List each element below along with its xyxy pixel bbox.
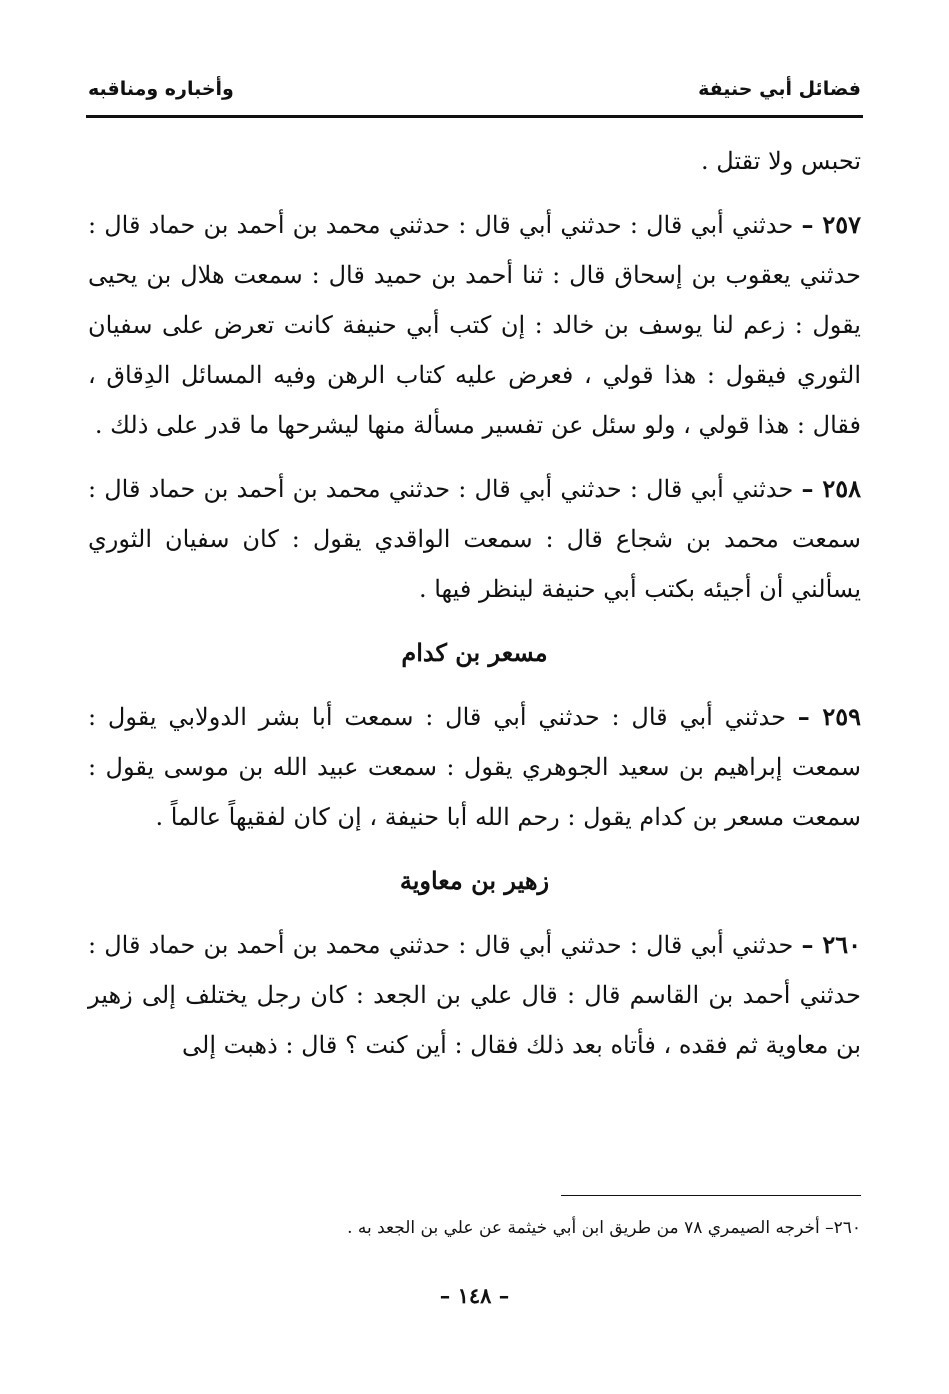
paragraph-257 <box>88 200 861 450</box>
paragraph-gap <box>88 842 861 856</box>
section-heading-zuhair: زهير بن معاوية <box>399 866 550 895</box>
paragraph-text: حدثني أبي قال : حدثني أبي قال : حدثني محمد بن أحمد بن حماد قال : حدثني أحمد بن القاسم قال : قال علي بن الجعد : كان رجل يختلف إلى زهير بن معاوية ثم فقده ، فأتاه بعد ذلك فقال : أين كنت ؟ قال : ذهبت إلى <box>88 931 861 1059</box>
header-divider <box>86 115 863 118</box>
paragraph-260 <box>88 920 861 1070</box>
paragraph-gap <box>88 614 861 628</box>
paragraph-gap <box>88 450 861 464</box>
paragraph-gap <box>88 678 861 692</box>
paragraph-gap <box>88 186 861 200</box>
hadith-number: ٢٦٠ – <box>801 930 861 959</box>
paragraph-text: حدثني أبي قال : حدثني أبي قال : سمعت أبا بشر الدولابي يقول : سمعت إبراهيم بن سعيد الجوهري يقول : سمعت عبيد الله بن موسى يقول : سمعت مسعر بن كدام يقول : رحم الله أبا حنيفة ، إن كان لفقيهاً عالماً . <box>88 703 861 831</box>
footnote: ٢٦٠– أخرجه الصيمري ٧٨ من طريق ابن أبي خيثمة عن علي بن الجعد به . <box>347 1218 861 1238</box>
paragraph-text: حدثني أبي قال : حدثني أبي قال : حدثني محمد بن أحمد بن حماد قال : حدثني يعقوب بن إسحاق قال : ثنا أحمد بن حميد قال : سمعت هلال بن يحيى يقول : زعم لنا يوسف بن خالد : إن كتب أبي حنيفة كانت تعرض على سفيان الثوري فيقول : هذا قولي ، فعرض عليه كتاب الرهن وفيه المسائل الدِقاق ، فقال : هذا قولي ، ولو سئل عن تفسير مسألة منها ليشرحها ما قدر على ذلك . <box>88 211 861 439</box>
paragraph-258 <box>88 464 861 614</box>
hadith-number: ٢٥٩ – <box>797 702 862 731</box>
paragraph-gap <box>88 906 861 920</box>
section-heading-misar: مسعر بن كدام <box>401 638 548 667</box>
page-number: – ١٤٨ – <box>439 1283 510 1308</box>
header-title-left: وأخباره ومناقبه <box>88 78 234 100</box>
paragraph-text: حدثني أبي قال : حدثني أبي قال : حدثني محمد بن أحمد بن حماد قال : سمعت محمد بن شجاع قال : سمعت الواقدي يقول : كان سفيان الثوري يسألني أن أجيئه بكتب أبي حنيفة لينظر فيها . <box>88 475 861 603</box>
main-text <box>88 136 861 1070</box>
paragraph-continuation <box>88 136 861 186</box>
paragraph-text: تحبس ولا تقتل . <box>700 147 861 175</box>
running-header <box>88 78 861 108</box>
hadith-number: ٢٥٧ – <box>801 210 861 239</box>
footnote-divider <box>561 1195 861 1196</box>
hadith-number: ٢٥٨ – <box>801 474 861 503</box>
header-title-right: فضائل أبي حنيفة <box>698 78 861 100</box>
paragraph-259 <box>88 692 861 842</box>
